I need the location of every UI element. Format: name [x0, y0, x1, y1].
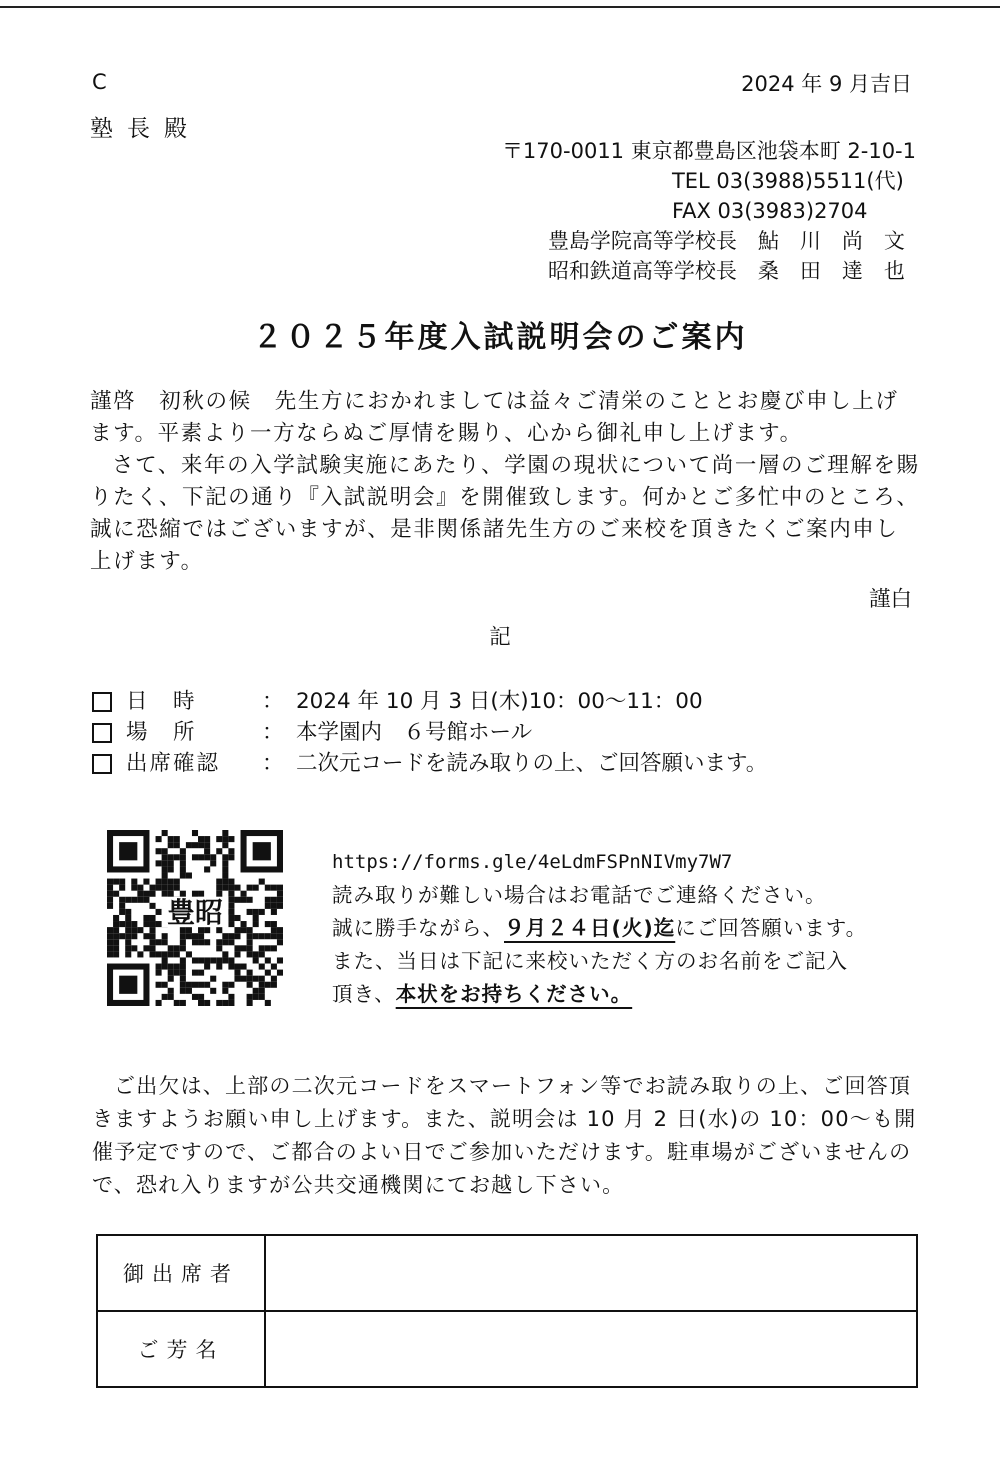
- qr-info-line-4: [332, 978, 867, 1011]
- bring-letter-emphasis: 本状をお持ちください。: [395, 982, 633, 1006]
- checkbox-icon: [92, 723, 112, 743]
- attendance-text: ご出欠は、上部の二次元コードをスマートフォン等でお読み取りの上、ご回答頂きますようお願い申し上げます。また、説明会は 10 月 2 日(水)の 10：00～も開催予定ですので、ご都合のよい日でご参加いただけます。駐車場がございませんので、恐れ入りますが公共交通機関にてお越し下さい。: [92, 1074, 917, 1197]
- detail-label: 場 所: [126, 720, 197, 745]
- qr-info-line-2: [332, 912, 867, 945]
- detail-separator: ：: [262, 689, 284, 714]
- qr-info: [332, 846, 867, 1011]
- letter-date: 2024 年 9 月吉日: [741, 72, 912, 96]
- detail-attendance: [92, 748, 767, 779]
- detail-value: 本学園内 ６号館ホール: [296, 720, 533, 745]
- form-url-link[interactable]: https://forms.gle/4eLdmFSPnNIVmy7W7: [332, 851, 733, 873]
- details-list: [92, 686, 767, 779]
- detail-label: 出席確認: [126, 751, 221, 776]
- letter-body: [90, 386, 920, 578]
- qr-info-line-2-pre: 誠に勝手ながら、: [332, 916, 504, 940]
- body-paragraph-2: さて、来年の入学試験実施にあたり、学園の現状について尚一層のご理解を賜りたく、下記の通り『入試説明会』を開催致します。何かとご多忙中のところ、誠に恐縮ではございますが、是非関係諸先生方のご来校を頂きたくご案内申し上げます。: [90, 453, 920, 574]
- detail-datetime: [92, 686, 767, 717]
- qr-info-line-4-pre: 頂き、: [332, 982, 396, 1006]
- checkbox-icon: [92, 754, 112, 774]
- top-border: [0, 6, 1000, 8]
- qr-code-icon[interactable]: [107, 830, 283, 1006]
- sender-tel: TEL 03(3988)5511(代): [671, 169, 904, 193]
- detail-separator: ：: [262, 751, 284, 776]
- name-field[interactable]: [265, 1311, 917, 1387]
- form-row-attendee: [97, 1235, 917, 1311]
- sender-block: [501, 136, 916, 286]
- detail-value: 2024 年 10 月 3 日(木)10：00～11：00: [296, 689, 703, 714]
- checkbox-icon: [92, 692, 112, 712]
- attendee-form: [96, 1234, 918, 1388]
- body-paragraph-1: 謹啓 初秋の候 先生方におかれましては益々ご清栄のこととお慶び申し上げます。平素より一方ならぬご厚情を賜り、心から御礼申し上げます。: [90, 389, 899, 446]
- addressee: 塾長殿: [90, 116, 201, 142]
- qr-info-line-1: 読み取りが難しい場合はお電話でご連絡ください。: [332, 883, 827, 907]
- attendee-label: 御出席者: [97, 1235, 265, 1311]
- sender-principal-2: 昭和鉄道高等学校長 桑 田 達 也: [547, 259, 905, 283]
- deadline-emphasis: ９月２４日(火)迄: [504, 916, 676, 940]
- qr-info-line-2-post: にご回答願います。: [675, 916, 868, 940]
- sender-address: 〒170-0011 東京都豊島区池袋本町 2-10-1: [501, 139, 916, 163]
- qr-center-label: 豊昭: [167, 896, 223, 930]
- ki-heading: 記: [489, 625, 511, 650]
- document-title: ２０２５年度入試説明会のご案内: [252, 320, 748, 355]
- name-label: ご芳名: [97, 1311, 265, 1387]
- attendance-paragraph: [92, 1070, 922, 1202]
- detail-label: 日 時: [126, 689, 197, 714]
- corner-mark: C: [92, 70, 107, 94]
- attendee-field[interactable]: [265, 1235, 917, 1311]
- closing-word: 謹白: [868, 587, 912, 612]
- detail-venue: [92, 717, 767, 748]
- sender-principal-1: 豊島学院高等学校長 鮎 川 尚 文: [547, 229, 905, 253]
- qr-info-line-3: また、当日は下記に来校いただく方のお名前をご記入: [332, 949, 848, 973]
- form-row-name: [97, 1311, 917, 1387]
- sender-fax: FAX 03(3983)2704: [671, 199, 868, 223]
- detail-separator: ：: [262, 720, 284, 745]
- detail-value: 二次元コードを読み取りの上、ご回答願います。: [296, 751, 768, 776]
